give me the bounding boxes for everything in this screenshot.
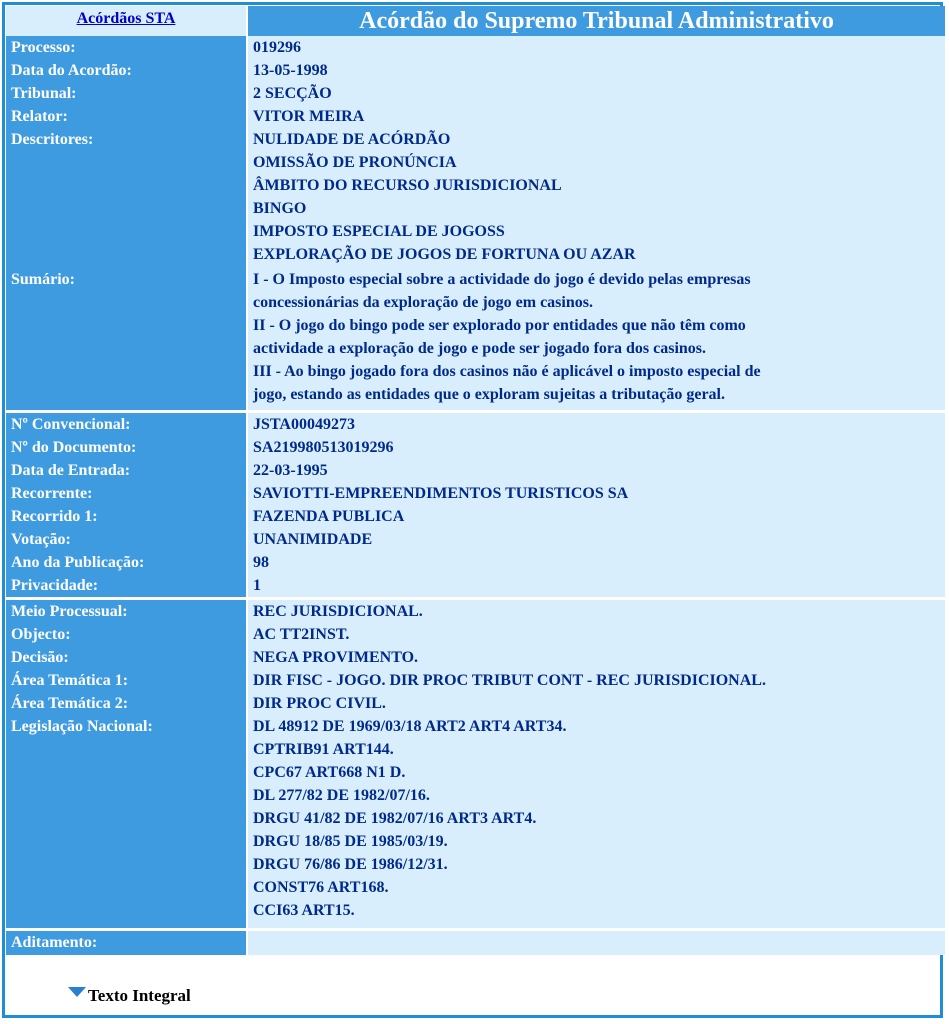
field-label: Decisão: [6,646,246,669]
field-row-aditamento [6,931,945,955]
field-value-line: BINGO [253,200,307,217]
field-value [246,105,945,128]
field-value-line: NEGA PROVIMENTO. [253,649,419,666]
field-value [246,574,945,597]
page-title: Acórdão do Supremo Tribunal Administrativo [246,6,945,36]
field-value [246,669,945,692]
sumario-line: actividade a exploração de jogo e pode ser jogado fora dos casinos. [253,340,707,357]
field-value-line: UNANIMIDADE [253,531,373,548]
field-row-votacao [6,528,945,551]
field-value-line: NULIDADE DE ACÓRDÃO [253,131,451,148]
field-label: Tribunal: [6,82,246,105]
field-row-n-do-documento [6,436,945,459]
field-value [246,459,945,482]
field-value-line: 13-05-1998 [253,62,328,79]
field-label: Votação: [6,528,246,551]
field-label: Recorrido 1: [6,505,246,528]
field-row-area-tematica-2 [6,692,945,715]
sumario-line: jogo, estando as entidades que o exploram sujeitas a tributação geral. [253,386,725,403]
sumario-line: III - Ao bingo jogado fora dos casinos não é aplicável o imposto especial de [253,363,761,380]
field-row-sumario [6,266,945,410]
sumario-text [246,266,945,410]
field-row-area-tematica-1 [6,669,945,692]
field-value [246,646,945,669]
field-value-line: SAVIOTTI-EMPREENDIMENTOS TURISTICOS SA [253,485,629,502]
field-value-line: DRGU 76/86 DE 1986/12/31. [253,856,448,873]
field-value-line: DIR PROC CIVIL. [253,695,386,712]
field-label: Aditamento: [6,931,246,955]
field-value [246,82,945,105]
field-label: Área Temática 2: [6,692,246,715]
field-row-processo [6,36,945,59]
field-value-line: DRGU 41/82 DE 1982/07/16 ART3 ART4. [253,810,537,827]
field-value-line: 019296 [253,39,301,56]
field-value [246,715,945,928]
triangle-down-icon[interactable] [68,987,86,997]
field-label: Área Temática 1: [6,669,246,692]
field-label: Sumário: [6,266,246,410]
field-value-line: IMPOSTO ESPECIAL DE JOGOSS [253,223,505,240]
field-label: Recorrente: [6,482,246,505]
field-value [246,36,945,59]
field-value [246,505,945,528]
acordao-table [6,6,945,955]
field-row-objecto [6,623,945,646]
field-label: Legislação Nacional: [6,715,246,928]
field-label: Privacidade: [6,574,246,597]
field-label: Processo: [6,36,246,59]
field-value-line: CCI63 ART15. [253,902,355,919]
field-value-line: CPC67 ART668 N1 D. [253,764,406,781]
field-value [246,623,945,646]
field-row-recorrente [6,482,945,505]
field-row-data-de-entrada [6,459,945,482]
field-value-line: FAZENDA PUBLICA [253,508,405,525]
field-label: Descritores: [6,128,246,266]
header-row [6,6,945,36]
field-value-line: 1 [253,577,261,594]
field-value-line: 22-03-1995 [253,462,328,479]
field-row-privacidade [6,574,945,597]
field-label: Ano da Publicação: [6,551,246,574]
field-value [246,528,945,551]
field-value-line: DL 277/82 DE 1982/07/16. [253,787,430,804]
field-value-line: 98 [253,554,269,571]
field-value-line: REC JURISDICIONAL. [253,603,423,620]
field-value-line: DIR FISC - JOGO. DIR PROC TRIBUT CONT - REC JURISDICIONAL. [253,672,766,689]
field-value [246,436,945,459]
field-value-line: CPTRIB91 ART144. [253,741,394,758]
texto-integral-label[interactable]: Texto Integral [88,986,191,1005]
sumario-line: I - O Imposto especial sobre a actividade do jogo é devido pelas empresas [253,271,751,288]
header-link-cell [6,6,246,36]
field-value-line: ÂMBITO DO RECURSO JURISDICIONAL [253,177,562,194]
field-label: Nº Convencional: [6,413,246,436]
field-row-data-do-acordao [6,59,945,82]
field-row-recorrido-1 [6,505,945,528]
field-label: Relator: [6,105,246,128]
field-value-line: 2 SECÇÃO [253,85,332,102]
field-value-line: OMISSÃO DE PRONÚNCIA [253,154,457,171]
field-value [246,128,945,266]
field-value [246,600,945,623]
field-value [246,413,945,436]
sumario-line: concessionárias da exploração de jogo em casinos. [253,294,593,311]
field-value-line: SA219980513019296 [253,439,394,456]
field-value-line: DRGU 18/85 DE 1985/03/19. [253,833,448,850]
field-row-tribunal [6,82,945,105]
field-label: Data de Entrada: [6,459,246,482]
field-label: Meio Processual: [6,600,246,623]
field-value-line: DL 48912 DE 1969/03/18 ART2 ART4 ART34. [253,718,567,735]
field-label: Nº do Documento: [6,436,246,459]
aditamento-value [246,931,945,955]
document-frame [2,2,943,1018]
field-row-decisao [6,646,945,669]
sumario-line: II - O jogo do bingo pode ser explorado por entidades que não têm como [253,317,746,334]
texto-integral-toggle[interactable] [68,986,191,1006]
field-row-legislacao-nacional [6,715,945,928]
field-value-line: AC TT2INST. [253,626,350,643]
field-row-meio-processual [6,600,945,623]
field-row-descritores [6,128,945,266]
field-value-line: JSTA00049273 [253,416,355,433]
field-label: Objecto: [6,623,246,646]
field-value-line: CONST76 ART168. [253,879,389,896]
field-row-ano-da-publicacao [6,551,945,574]
acordaos-sta-link[interactable]: Acórdãos STA [76,10,176,27]
field-row-relator [6,105,945,128]
field-row-n-convencional [6,413,945,436]
field-value-line: EXPLORAÇÃO DE JOGOS DE FORTUNA OU AZAR [253,246,636,263]
field-value-line: VITOR MEIRA [253,108,365,125]
field-value [246,692,945,715]
field-value [246,59,945,82]
field-value [246,551,945,574]
field-label: Data do Acordão: [6,59,246,82]
field-value [246,482,945,505]
